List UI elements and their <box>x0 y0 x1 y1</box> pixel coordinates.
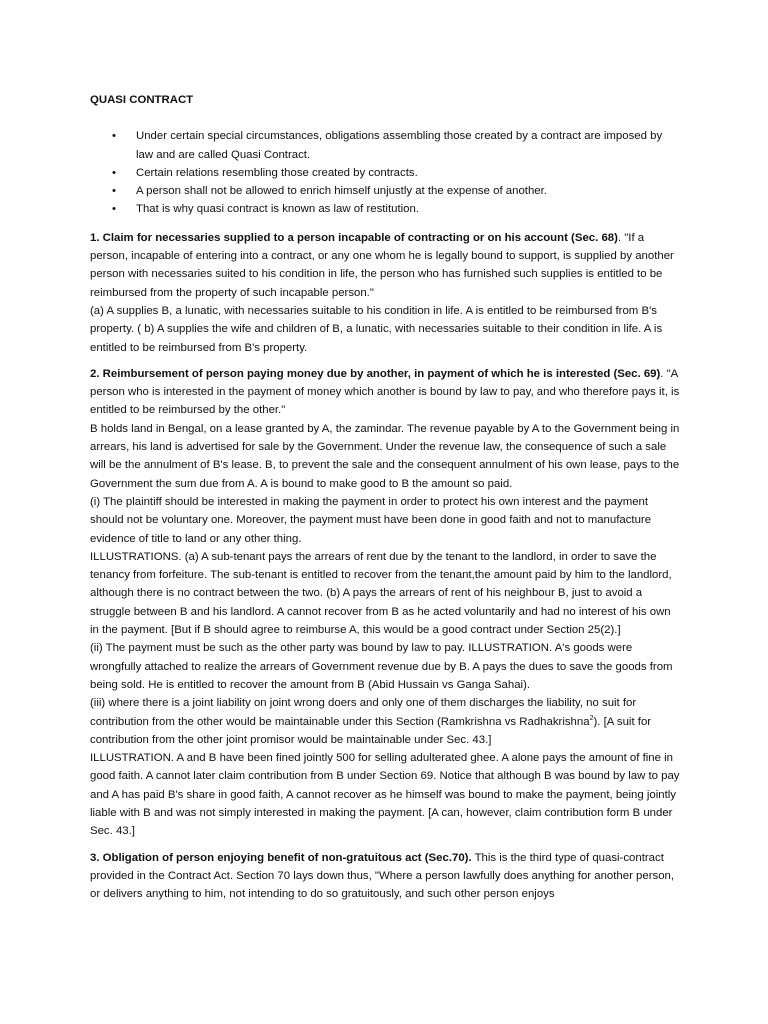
section-68 <box>90 229 680 357</box>
section-69-condition-2: (ii) The payment must be such as the other party was bound by law to pay. ILLUSTRATION. A's goods were wrongfully attached to realize the arrears of Government revenue due by B. A pays the dues to save the goods from being sold. He is entitled to recover the amount from B (Abid Hussain vs Ganga Sahai). <box>90 642 673 691</box>
bullet-icon: • <box>112 130 116 143</box>
section-heading: 2. Reimbursement of person paying money due by another, in payment of which he is interested (Sec. 69) <box>90 367 661 380</box>
bullet-list <box>90 127 680 218</box>
section-heading: 3. Obligation of person enjoying benefit of non-gratuitous act (Sec.70). <box>90 851 472 864</box>
section-69-condition-3: (iii) where there is a joint liability on joint wrong doers and only one of them discharges the liability, no suit for contribution from the other would be maintainable under this Section (Ramkrishna vs Radhakrishna$^2$). [A suit for contribution from the other joint promisor would be maintainable under Sec. 43.] <box>90 697 652 746</box>
section-69-illustration-joint: ILLUSTRATION. A and B have been fined jointly 500 for selling adulterated ghee. A alone pays the amount of fine in good faith. A cannot later claim contribution from B under Section 69. Notice that although B was bound by law to pay and A has paid B's share in good faith, A cannot recover as he himself was bound to make the payment, being jointly liable with B and was not simply interested in making the payment. [A can, however, claim contribution form B under Sec. 43.] <box>90 752 680 838</box>
document-page <box>90 91 680 911</box>
list-item: • That is why quasi contract is known as law of restitution. <box>90 200 680 218</box>
section-69-example: B holds land in Bengal, on a lease granted by A, the zamindar. The revenue payable by A to the Government being in arrears, his land is advertised for sale by the Government. Under the revenue law, the consequence of such a sale will be the annulment of B's lease. B, to prevent the sale and the consequent annulment of his own lease, pays to the Government the sum due from A. A is bound to make good to B the amount so paid. <box>90 422 680 490</box>
bullet-icon: • <box>112 166 116 179</box>
section-70 <box>90 849 680 904</box>
section-heading: 1. Claim for necessaries supplied to a person incapable of contracting or on his account (Sec. 68) <box>90 231 618 244</box>
section-69-condition-1: (i) The plaintiff should be interested in making the payment in order to protect his own interest and the payment should not be voluntary one. Moreover, the payment must have been done in good faith and not to manufacture evidence of title to land or any other thing. <box>90 495 652 545</box>
list-item: • Under certain special circumstances, obligations assembling those created by a contract are imposed by law and are called Quasi Contract. <box>90 127 680 164</box>
section-69-illustrations: ILLUSTRATIONS. (a) A sub-tenant pays the arrears of rent due by the tenant to the landlord, in order to save the tenancy from forfeiture. The sub-tenant is entitled to recover from the tenant,the amount paid by him to the landlord, although there is no contract between the two. (b) A pays the arrears of rent of his neighbour B, just to avoid a struggle between B and his landlord. A cannot recover from B as he acted voluntarily and had no interest of his own in the payment. [But if B should agree to reimburse A, this would be a good contract under Section 25(2).] <box>90 550 672 637</box>
page-title: QUASI CONTRACT <box>90 94 194 106</box>
section-70-intro: 3. Obligation of person enjoying benefit of non-gratuitous act (Sec.70). This is the third type of quasi-contract provided in the Contract Act. Section 70 lays down thus, "Where a person lawfully does anything for another person, or delivers anything to him, not intending to do so gratuitously, and such other person enjoys <box>90 851 675 901</box>
section-69 <box>90 365 680 841</box>
list-item: • Certain relations resembling those created by contracts. <box>90 164 680 182</box>
section-68-intro: 1. Claim for necessaries supplied to a person incapable of contracting or on his account (Sec. 68). "If a person, incapable of entering into a contract, or any one whom he is legally bound to support, is supplied by another person with necessaries suited to his condition in life, the person who has furnished such supplies is entitled to be reimbursed from the property of such incapable person." <box>90 231 674 299</box>
list-item: • A person shall not be allowed to enrich himself unjustly at the expense of another. <box>90 182 680 200</box>
footnote-marker: 2 <box>589 714 594 722</box>
bullet-icon: • <box>112 203 116 216</box>
section-69-intro: 2. Reimbursement of person paying money due by another, in payment of which he is interested (Sec. 69). "A person who is interested in the payment of money which another is bound by law to pay, and who therefore pays it, is entitled to be reimbursed by the other." <box>90 367 680 417</box>
bullet-icon: • <box>112 185 116 198</box>
section-68-illustration: (a) A supplies B, a lunatic, with necessaries suitable to his condition in life. A is entitled to be reimbursed from B's property. ( b) A supplies the wife and children of B, a lunatic, with necessaries suitable to their condition in life. A is entitled to be reimbursed from B's property. <box>90 304 663 354</box>
